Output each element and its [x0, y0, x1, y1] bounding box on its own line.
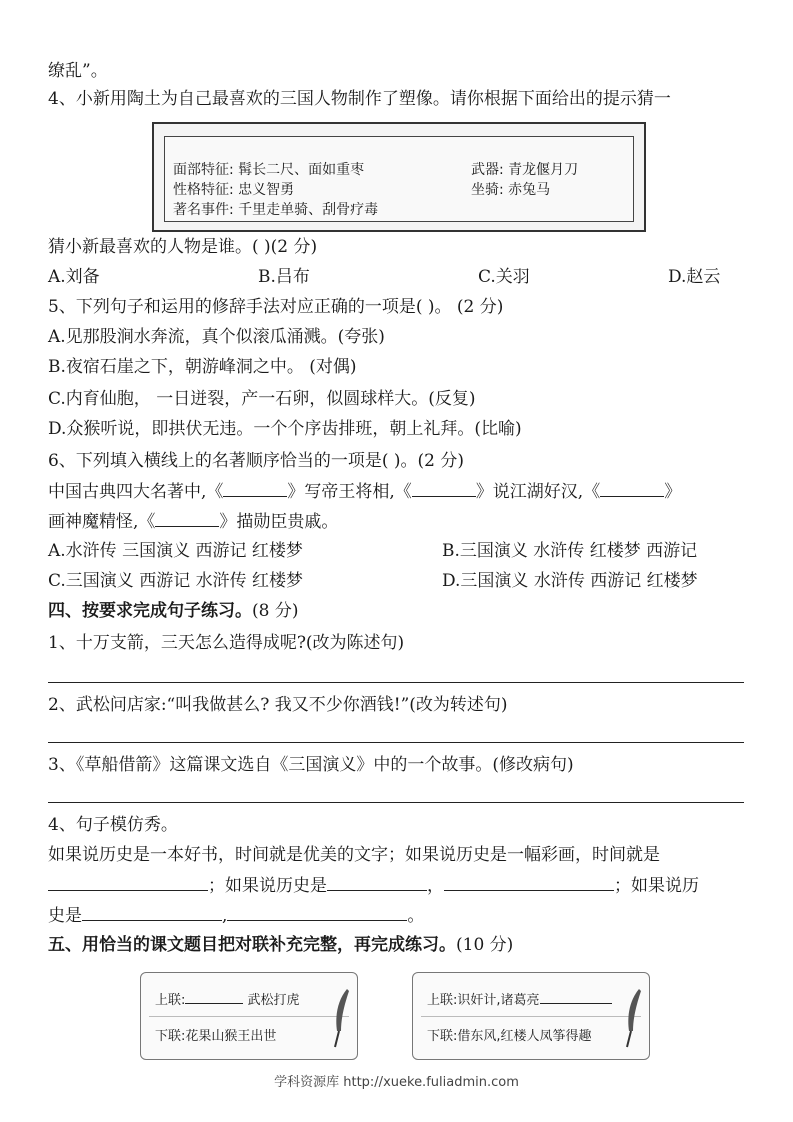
couplet-1-lower: 下联:花果山猴王出世	[155, 1029, 277, 1044]
question-5: 5、下列句子和运用的修辞手法对应正确的一项是( )。 (2 分)	[48, 297, 504, 317]
blank[interactable]	[412, 480, 476, 497]
hint-face: 面部特征: 髯长二尺、面如重枣	[173, 162, 365, 178]
q5-option-b[interactable]: B.夜宿石崖之下，朝游峰洞之中。 (对偶)	[48, 357, 357, 377]
sentence-4-line1: 如果说历史是一本好书，时间就是优美的文字；如果说历史是一幅彩画，时间就是	[48, 845, 660, 865]
q4-option-a[interactable]: A.刘备	[48, 267, 100, 287]
q6-text: 》	[664, 482, 682, 502]
q6-text: 》描勋臣贵戚。	[219, 512, 339, 532]
footer-watermark: 学科资源库 http://xueke.fuliadmin.com	[274, 1075, 519, 1090]
hint-card-inner	[164, 136, 634, 222]
q5-option-d[interactable]: D.众猴听说，即拱伏无违。一个个序齿排班，朝上礼拜。(比喻)	[48, 419, 522, 439]
q6-option-d[interactable]: D.三国演义 水浒传 西游记 红楼梦	[442, 571, 698, 591]
q5-option-a[interactable]: A.见那股涧水奔流，真个似滚瓜涌溅。(夸张)	[48, 327, 385, 347]
section-4-heading: 四、按要求完成句子练习。(8 分)	[48, 601, 299, 621]
sentence-3: 3、《草船借箭》这篇课文选自《三国演义》中的一个故事。(修改病句)	[48, 755, 574, 775]
question-6-line1	[48, 480, 681, 503]
q6-text: 画神魔精怪,《	[48, 512, 156, 532]
blank[interactable]	[223, 480, 287, 497]
question-4: 4、小新用陶土为自己最喜欢的三国人物制作了塑像。请你根据下面给出的提示猜一	[48, 89, 671, 109]
q6-text: 》说江湖好汉,《	[475, 482, 601, 502]
sentence-2: 2、武松问店家:“叫我做甚么? 我又不少你酒钱!”(改为转述句)	[48, 695, 508, 715]
quill-pen-icon	[329, 987, 351, 1049]
q4-option-d[interactable]: D.赵云	[668, 267, 721, 287]
q5-option-c[interactable]: C.内育仙胞， 一日迸裂，产一石卵，似圆球样大。(反复)	[48, 389, 476, 409]
text-line: 缭乱”。	[48, 61, 108, 81]
answer-line[interactable]	[48, 682, 744, 683]
answer-line[interactable]	[48, 742, 744, 743]
hint-weapon: 武器: 青龙偃月刀	[471, 162, 579, 178]
quill-pen-icon	[621, 987, 643, 1049]
couplet-scroll-2	[412, 972, 650, 1060]
question-4-prompt: 猜小新最喜欢的人物是谁。( )(2 分)	[48, 237, 318, 257]
sentence-1: 1、十万支箭，三天怎么造得成呢?(改为陈述句)	[48, 633, 405, 653]
couplet-2-lower: 下联:借东风,红楼人凤筝得趣	[427, 1029, 592, 1044]
blank[interactable]	[600, 480, 664, 497]
couplet-scroll-1	[140, 972, 358, 1060]
blank[interactable]	[48, 874, 208, 891]
blank[interactable]	[185, 991, 243, 1004]
divider	[421, 1016, 641, 1017]
section-5-heading: 五、用恰当的课文题目把对联补充完整，再完成练习。(10 分)	[48, 935, 514, 955]
q4-option-c[interactable]: C.关羽	[478, 267, 530, 287]
blank[interactable]	[82, 904, 222, 921]
sentence-4: 4、句子模仿秀。	[48, 815, 178, 835]
couplet-1-upper: 上联: 武松打虎	[155, 993, 300, 1008]
q6-option-c[interactable]: C.三国演义 西游记 水浒传 红楼梦	[48, 571, 304, 591]
q6-option-b[interactable]: B.三国演义 水浒传 红楼梦 西游记	[442, 541, 698, 561]
hint-character: 性格特征: 忠义智勇	[173, 182, 295, 198]
couplet-2-upper: 上联:识奸计,诸葛亮	[427, 989, 612, 1008]
question-6: 6、下列填入横线上的名著顺序恰当的一项是( )。(2 分)	[48, 451, 464, 471]
blank[interactable]	[444, 874, 614, 891]
question-6-line2	[48, 510, 338, 533]
divider	[149, 1016, 349, 1017]
blank[interactable]	[540, 991, 612, 1004]
sentence-4-line2: ；如果说历史是 ， ；如果说历	[48, 874, 699, 897]
q6-text: 中国古典四大名著中,《	[48, 482, 224, 502]
hint-events: 著名事件: 千里走单骑、刮骨疗毒	[173, 202, 379, 218]
answer-line[interactable]	[48, 802, 744, 803]
hint-mount: 坐骑: 赤兔马	[471, 182, 551, 198]
sentence-4-line3: 史是 , 。	[48, 906, 425, 926]
blank[interactable]	[327, 874, 427, 891]
blank[interactable]	[227, 904, 407, 921]
blank[interactable]	[155, 510, 219, 527]
hint-card	[152, 122, 646, 232]
q4-option-b[interactable]: B.吕布	[258, 267, 310, 287]
q6-text: 》写帝王将相,《	[287, 482, 412, 502]
q6-option-a[interactable]: A.水浒传 三国演义 西游记 红楼梦	[48, 541, 303, 561]
